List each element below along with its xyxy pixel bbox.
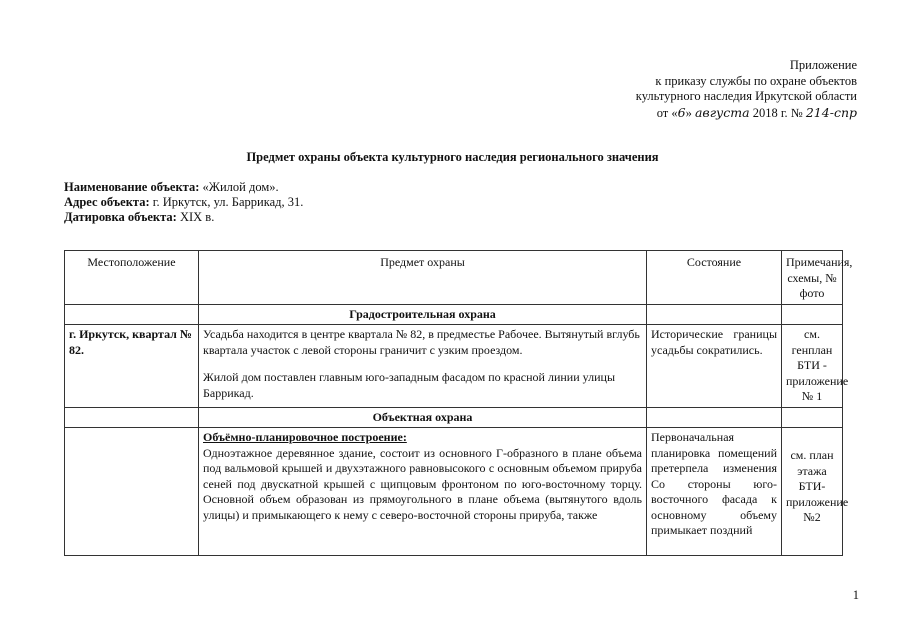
handwritten-number: 214-спр [805, 104, 857, 120]
object-name-line [64, 180, 303, 195]
page-number: 1 [852, 588, 859, 602]
row1-subject-p2: Жилой дом поставлен главным юго-западным фасадом по красной линии улицы Баррикад. [203, 370, 616, 400]
appendix-authority-line: культурного наследия Иркутской области [635, 89, 857, 103]
table-row [65, 428, 843, 556]
row1-subject-p1: Усадьба находится в центре квартала № 82, в предместье Рабочее. Вытянутый вглубь квартала участок с левой стороны граничит с узким проездом. [203, 327, 640, 357]
row2-state: Первоначальная планировка помещений претерпела изменения Со стороны юго-восточного фасада к основному объему примыкает поздний [647, 428, 782, 556]
object-address-value: г. Иркутск, ул. Баррикад, 31. [152, 195, 304, 209]
row2-subject-text: Одноэтажное деревянное здание, состоит из основного Г-образного в плане объема под вальмовой крышей и двухэтажного равновысокого с основным объемом прируба сеней под двускатной крышей с щипцовым фронтоном по юго-восточному торцу. Основной объем образован из прямоугольного в плане объема (вытянутого вдоль улицы) и примыкающего к нему с северо-восточной стороны прируба, также [203, 445, 642, 522]
object-meta [64, 180, 303, 225]
row1-location: г. Иркутск, квартал № 82. [65, 325, 199, 408]
protection-table [64, 250, 853, 556]
object-address-line [64, 195, 303, 210]
object-dating-label: Датировка объекта: [64, 210, 177, 224]
table-row [65, 325, 843, 408]
row1-state: Исторические границы усадьбы сократились. [647, 325, 782, 408]
object-address-label: Адрес объекта: [64, 195, 150, 209]
year-text: 2018 г. № [752, 105, 803, 120]
header-notes: Примечания, схемы, № фото [782, 251, 843, 305]
appendix-order-line: к приказу службы по охране объектов [655, 73, 857, 88]
date-prefix: от « [656, 105, 678, 120]
handwritten-day: 6 [677, 104, 686, 120]
date-quote-close: » [685, 105, 692, 120]
row1-notes: см. генплан БТИ - приложение № 1 [782, 325, 843, 408]
section-row-object [65, 407, 843, 428]
section-urban-title: Градостроительная охрана [199, 304, 647, 325]
table-header-row [65, 251, 843, 305]
section-row-urban [65, 304, 843, 325]
row2-location [65, 428, 199, 556]
appendix-title: Приложение [789, 58, 857, 72]
section-object-title: Объектная охрана [199, 407, 647, 428]
appendix-header [636, 58, 857, 121]
row2-subject-title: Объёмно-планировочное построение: [203, 430, 407, 444]
object-name-label: Наименование объекта: [64, 180, 200, 194]
header-state: Состояние [647, 251, 782, 305]
object-dating-value: XIX в. [179, 210, 215, 224]
object-dating-line [64, 210, 303, 225]
header-subject: Предмет охраны [199, 251, 647, 305]
handwritten-month: августа [694, 104, 750, 120]
row2-notes: см. план этажа БТИ-приложение №2 [782, 428, 843, 556]
appendix-date-line [636, 105, 857, 122]
object-name-value: «Жилой дом». [202, 180, 279, 194]
header-location: Местоположение [65, 251, 199, 305]
document-title: Предмет охраны объекта культурного наследия регионального значения [246, 150, 659, 164]
row2-subject [199, 428, 647, 556]
row1-subject [199, 325, 647, 408]
